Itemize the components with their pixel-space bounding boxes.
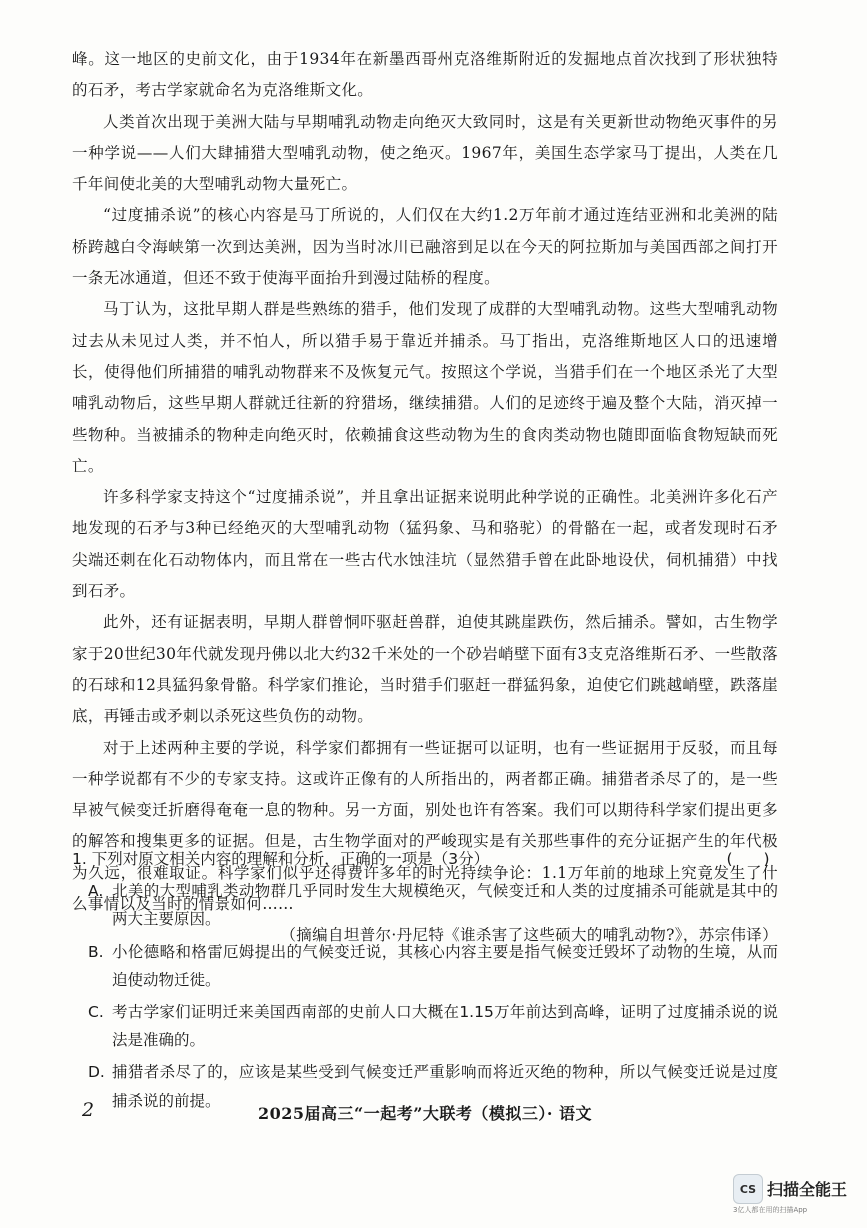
reading-passage [72, 44, 778, 952]
page-number: 2 [82, 1099, 95, 1121]
passage-paragraph-4: 马丁认为，这批早期人群是些熟练的猎手，他们发现了成群的大型哺乳动物。这些大型哺乳动物过去从未见过人类，并不怕人，所以猎手易于靠近并捕杀。马丁指出，克洛维斯地区人口的迅速增长，使得他们所捕猎的哺乳动物群来不及恢复元气。按照这个学说，当猎手们在一个地区杀光了大型哺乳动物后，这些早期人群就迁往新的狩猎场，继续捕猎。人们的足迹终于遍及整个大陆，消灭掉一些物种。当被捕杀的物种走向绝灭时，依赖捕食这些动物为生的食肉类动物也随即面临食物短缺而死亡。 [72, 300, 778, 475]
watermark-tagline: 3亿人都在用的扫描App [733, 1206, 808, 1214]
watermark-app-name: 扫描全能王 [767, 1180, 848, 1199]
option-a [88, 877, 778, 933]
scanner-watermark [733, 1174, 853, 1218]
option-text: 北美的大型哺乳类动物群几乎同时发生大规模绝灭，气候变迁和人类的过度捕杀可能就是其中的两大主要原因。 [112, 882, 778, 929]
option-letter: B. [88, 942, 104, 961]
question-stem: 1. 下列对原文相关内容的理解和分析，正确的一项是（3分） [72, 850, 490, 868]
option-letter: D. [88, 1063, 105, 1082]
option-letter: A. [88, 882, 104, 901]
passage-paragraph-3: “过度捕杀说”的核心内容是马丁所说的，人们仅在大约1.2万年前才通过连结亚洲和北美洲的陆桥跨越白令海峡第一次到达美洲，因为当时冰川已融溶到足以在今天的阿拉斯加与美国西部之间打开一条无冰通道，但还不致于使海平面抬升到漫过陆桥的程度。 [72, 206, 778, 288]
option-text: 捕猎者杀尽了的，应该是某些受到气候变迁严重影响而将近灭绝的物种，所以气候变迁说是过度捕杀说的前提。 [112, 1063, 778, 1110]
passage-paragraph-1: 峰。这一地区的史前文化，由于1934年在新墨西哥州克洛维斯附近的发掘地点首次找到了形状独特的石矛，考古学家就命名为克洛维斯文化。 [72, 50, 778, 100]
question-1 [72, 845, 778, 1119]
passage-paragraph-7: 对于上述两种主要的学说，科学家们都拥有一些证据可以证明，也有一些证据用于反驳，而且每一种学说都有不少的专家支持。这或许正像有的人所指出的，两者都正确。捕猎者杀尽了的，是一些早被气候变迁折磨得奄奄一息的物种。另一方面，别处也许有答案。我们可以期待科学家们提出更多的解答和搜集更多的证据。但是，古生物学面对的严峻现实是有关那些事件的充分证据产生的年代极为久远，很难取证。科学家们似乎还得费许多年的时光持续争论：1.1万年前的地球上究竟发生了什么事情以及当时的情景如何…… [72, 738, 778, 914]
option-c [88, 998, 778, 1054]
option-text: 考古学家们证明迁来美国西南部的史前人口大概在1.15万年前达到高峰，证明了过度捕杀说的说法是准确的。 [112, 1003, 778, 1050]
passage-paragraph-2: 人类首次出现于美洲大陆与早期哺乳动物走向绝灭大致同时，这是有关更新世动物绝灭事件的另一种学说——人们大肆捕猎大型哺乳动物，使之绝灭。1967年，美国生态学家马丁提出，人类在几千年间使北美的大型哺乳动物大量死亡。 [72, 112, 778, 194]
option-letter: C. [88, 1003, 104, 1022]
page-footer [72, 1099, 778, 1125]
exam-title: 2025届高三“一起考”大联考（模拟三）· 语文 [257, 1104, 593, 1123]
option-b [88, 938, 778, 994]
passage-paragraph-6: 此外，还有证据表明，早期人群曾恫吓驱赶兽群，迫使其跳崖跌伤，然后捕杀。譬如，古生物学家于20世纪30年代就发现丹佛以北大约32千米处的一个砂岩峭壁下面有3支克洛维斯石矛、一些散落的石球和12具猛犸象骨骼。科学家们推论，当时猎手们驱赶一群猛犸象，迫使它们跳越峭壁，跌落崖底，再锤击或矛刺以杀死这些负伤的动物。 [72, 613, 778, 726]
answer-blank: ( ) [726, 850, 770, 868]
passage-paragraph-5: 许多科学家支持这个“过度捕杀说”，并且拿出证据来说明此种学说的正确性。北美洲许多化石产地发现的石矛与3种已经绝灭的大型哺乳动物（猛犸象、马和骆驼）的骨骼在一起，或者发现时石矛尖端还刺在化石动物体内，而且常在一些古代水蚀洼坑（显然猎手曾在此卧地设伏，伺机捕猎）中找到石矛。 [72, 488, 778, 601]
camscanner-logo-icon: CS [733, 1174, 763, 1204]
option-text: 小伦德略和格雷厄姆提出的气候变迁说，其核心内容主要是指气候变迁毁坏了动物的生境，从而迫使动物迁徙。 [112, 942, 778, 989]
question-stem-row [72, 845, 778, 873]
source-citation: （摘编自坦普尔·丹尼特《谁杀害了这些硕大的哺乳动物?》，苏宗伟译） [280, 926, 778, 945]
